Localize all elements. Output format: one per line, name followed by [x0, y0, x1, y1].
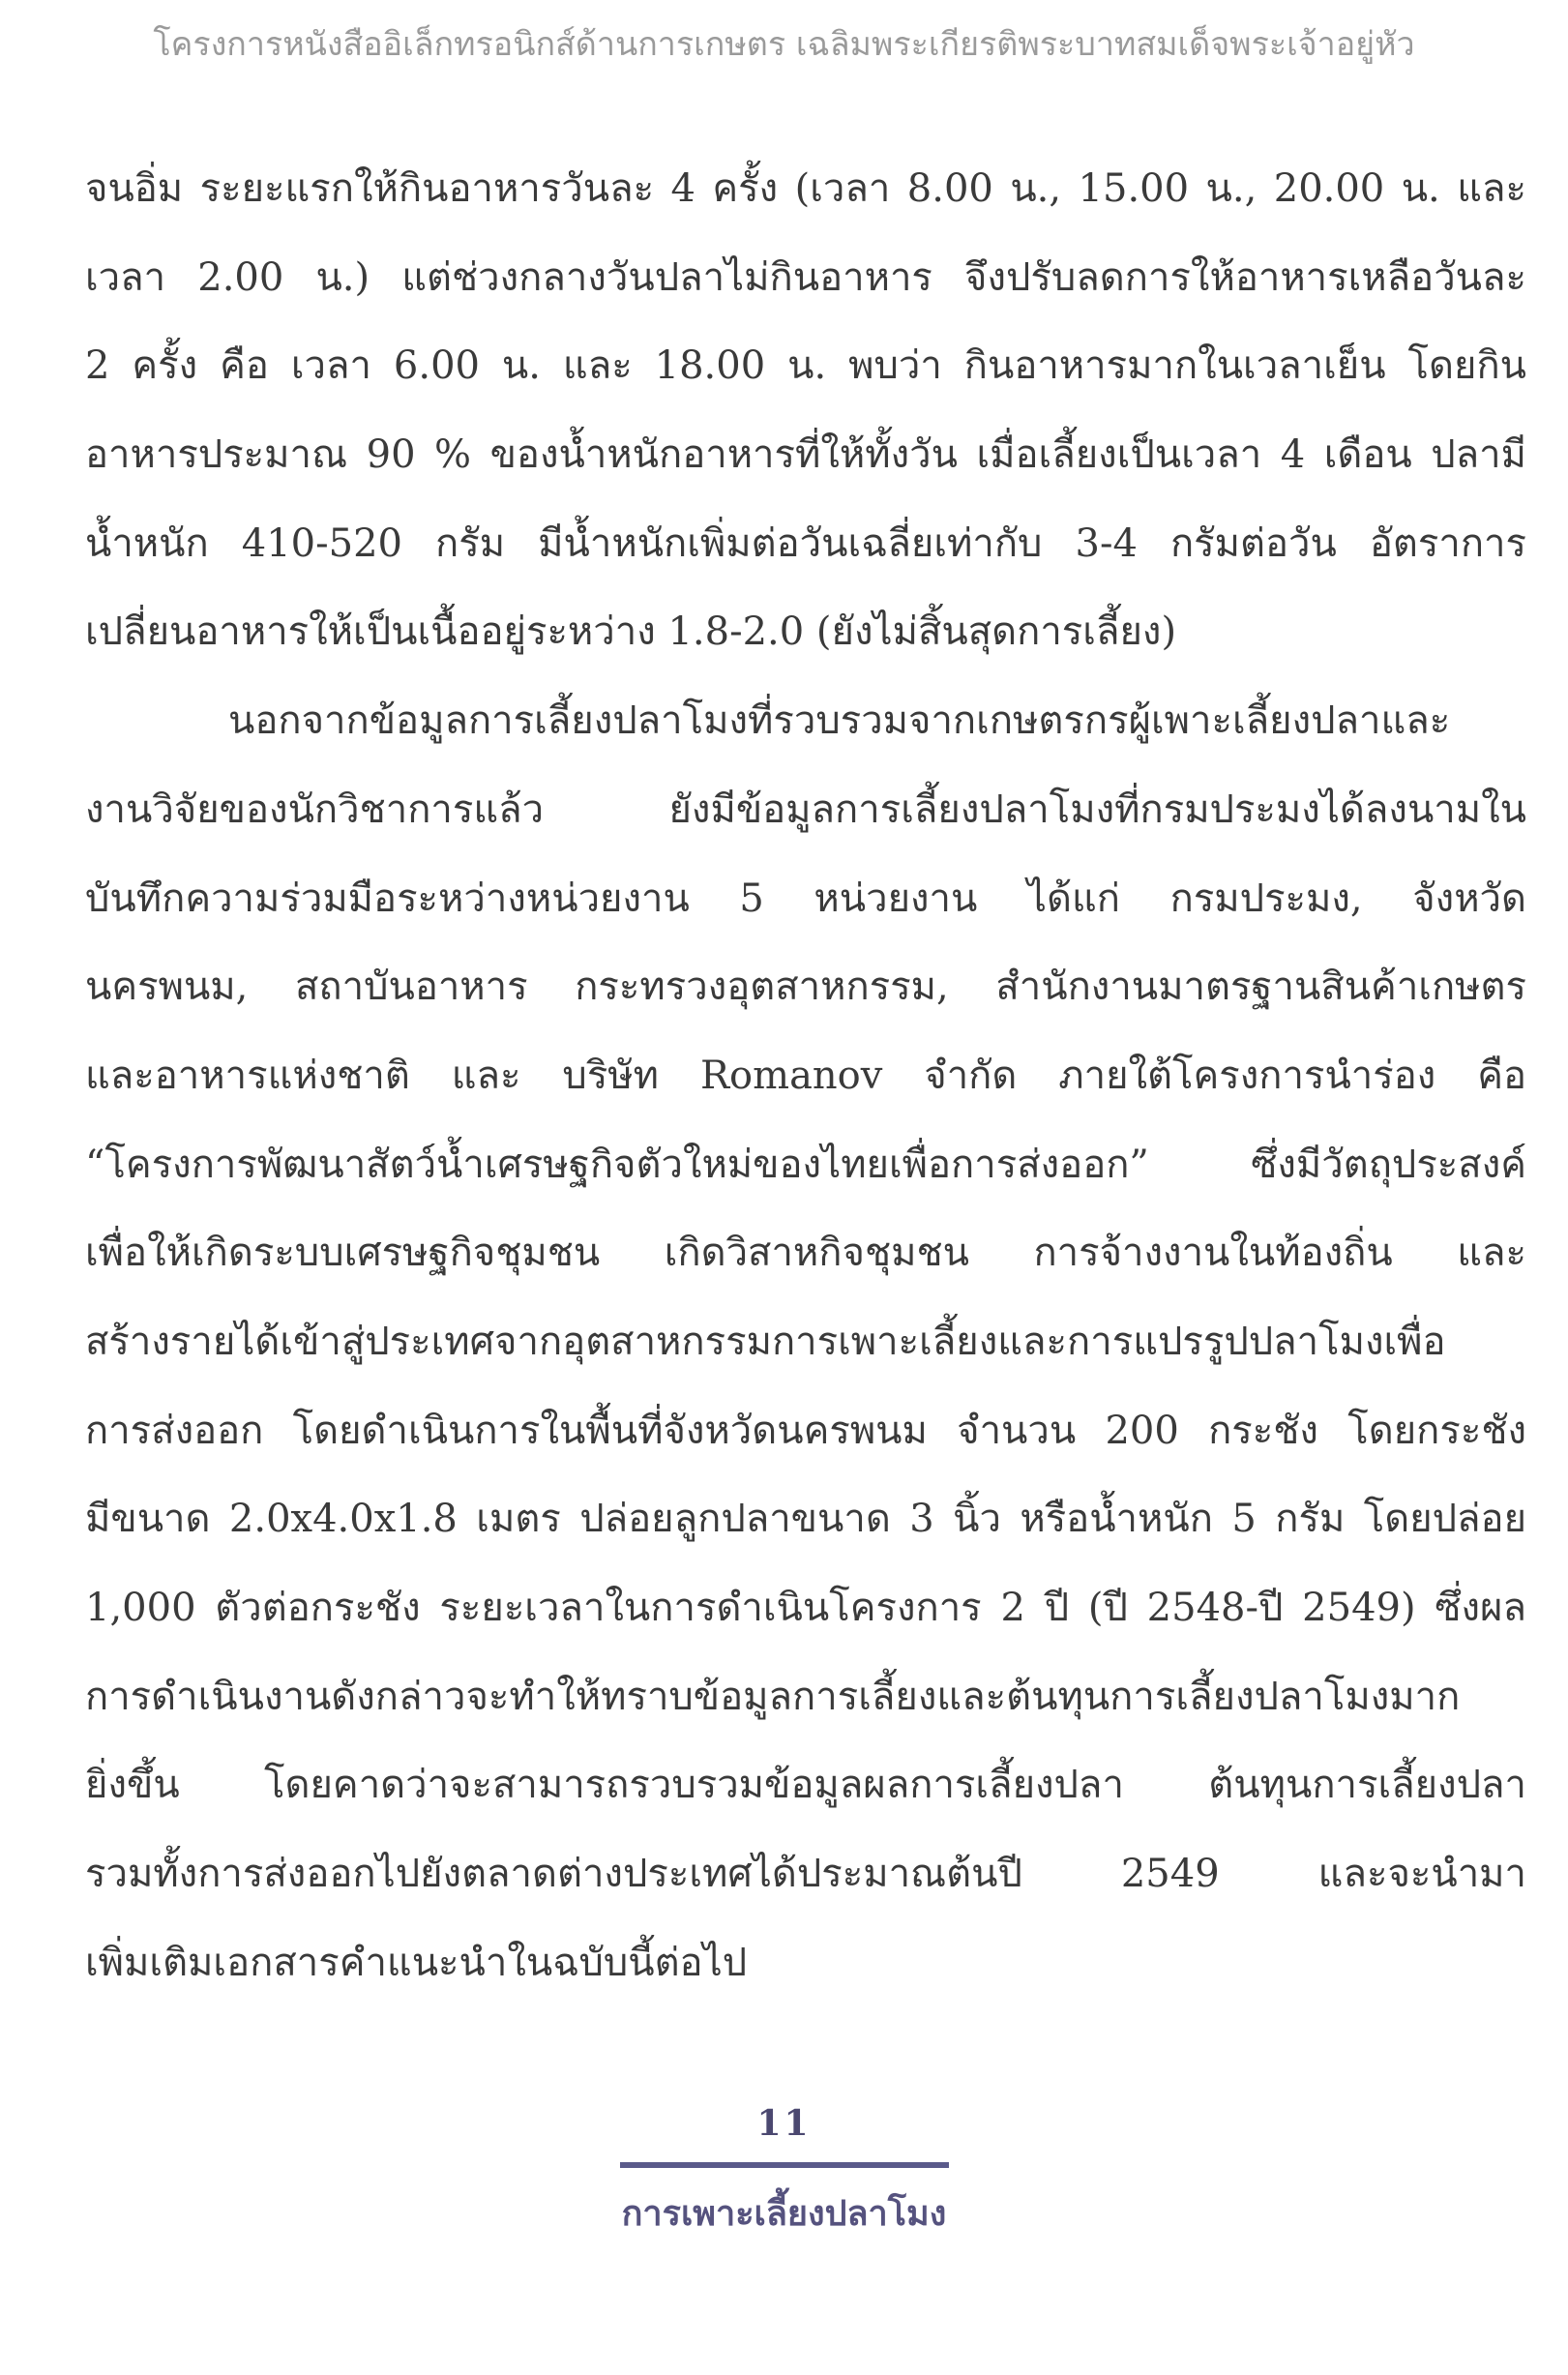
page-footer: [0, 2094, 1568, 2241]
text-line: ยิ่งขึ้น โดยคาดว่าจะสามารถรวบรวมข้อมูลผลการเลี้ยงปลา ต้นทุนการเลี้ยงปลา: [85, 1763, 1526, 1808]
text-line: จนอิ่ม ระยะแรกให้กินอาหารวันละ 4 ครั้ง (เวลา 8.00 น., 15.00 น., 20.00 น. และ: [85, 166, 1526, 211]
text-line: นอกจากข้อมูลการเลี้ยงปลาโมงที่รวบรวมจากเกษตรกรผู้เพาะเลี้ยงปลาและ: [228, 698, 1451, 744]
text-line: การดำเนินงานดังกล่าวจะทำให้ทราบข้อมูลการเลี้ยงและต้นทุนการเลี้ยงปลาโมงมาก: [85, 1674, 1461, 1719]
text-line: เพื่อให้เกิดระบบเศรษฐกิจชุมชน เกิดวิสาหกิจชุมชน การจ้างงานในท้องถิ่น และ: [85, 1231, 1526, 1276]
text-line: “โครงการพัฒนาสัตว์น้ำเศรษฐกิจตัวใหม่ของไทยเพื่อการส่งออก” ซึ่งมีวัตถุประสงค์: [85, 1142, 1526, 1187]
text-line: อาหารประมาณ 90 % ของน้ำหนักอาหารที่ให้ทั้งวัน เมื่อเลี้ยงเป็นเวลา 4 เดือน ปลามี: [85, 432, 1526, 478]
page-number: 11: [756, 2103, 812, 2144]
text-line: 1,000 ตัวต่อกระชัง ระยะเวลาในการดำเนินโครงการ 2 ปี (ปี 2548-ปี 2549) ซึ่งผล: [85, 1586, 1526, 1630]
text-line: เปลี่ยนอาหารให้เป็นเนื้ออยู่ระหว่าง 1.8-2.0 (ยังไม่สิ้นสุดการเลี้ยง): [85, 609, 1177, 655]
text-line: เพิ่มเติมเอกสารคำแนะนำในฉบับนี้ต่อไป: [85, 1940, 748, 1985]
text-line: สร้างรายได้เข้าสู่ประเทศจากอุตสาหกรรมการเพาะเลี้ยงและการแปรรูปปลาโมงเพื่อ: [85, 1319, 1446, 1364]
text-line: มีขนาด 2.0x4.0x1.8 เมตร ปล่อยลูกปลาขนาด 3 นิ้ว หรือน้ำหนัก 5 กรัม โดยปล่อย: [85, 1497, 1526, 1542]
text-line: บันทึกความร่วมมือระหว่างหน่วยงาน 5 หน่วยงาน ได้แก่ กรมประมง, จังหวัด: [85, 876, 1526, 921]
text-line: และอาหารแห่งชาติ และ บริษัท Romanov จำกัด ภายใต้โครงการนำร่อง คือ: [85, 1053, 1526, 1098]
text-line: งานวิจัยของนักวิชาการแล้ว ยังมีข้อมูลการเลี้ยงปลาโมงที่กรมประมงได้ลงนามใน: [85, 787, 1526, 832]
text-line: การส่งออก โดยดำเนินการในพื้นที่จังหวัดนครพนม จำนวน 200 กระชัง โดยกระชัง: [85, 1408, 1526, 1453]
body-text: [85, 145, 1526, 2007]
footer-title: การเพาะเลี้ยงปลาโมง: [621, 2194, 947, 2234]
text-line: นครพนม, สถาบันอาหาร กระทรวงอุตสาหกรรม, สำนักงานมาตรฐานสินค้าเกษตร: [85, 965, 1526, 1010]
text-line: 2 ครั้ง คือ เวลา 6.00 น. และ 18.00 น. พบว่า กินอาหารมากในเวลาเย็น โดยกิน: [85, 343, 1526, 389]
text-line: เวลา 2.00 น.) แต่ช่วงกลางวันปลาไม่กินอาหาร จึงปรับลดการให้อาหารเหลือวันละ: [85, 254, 1526, 300]
text-line: รวมทั้งการส่งออกไปยังตลาดต่างประเทศได้ประมาณต้นปี 2549 และจะนำมา: [85, 1852, 1526, 1897]
text-line: น้ำหนัก 410-520 กรัม มีน้ำหนักเพิ่มต่อวันเฉลี่ยเท่ากับ 3-4 กรัมต่อวัน อัตราการ: [85, 520, 1526, 566]
page-header: โครงการหนังสืออิเล็กทรอนิกส์ด้านการเกษตร เฉลิมพระเกียรติพระบาทสมเด็จพระเจ้าอยู่หัว: [153, 25, 1415, 64]
footer-divider: [620, 2162, 949, 2168]
